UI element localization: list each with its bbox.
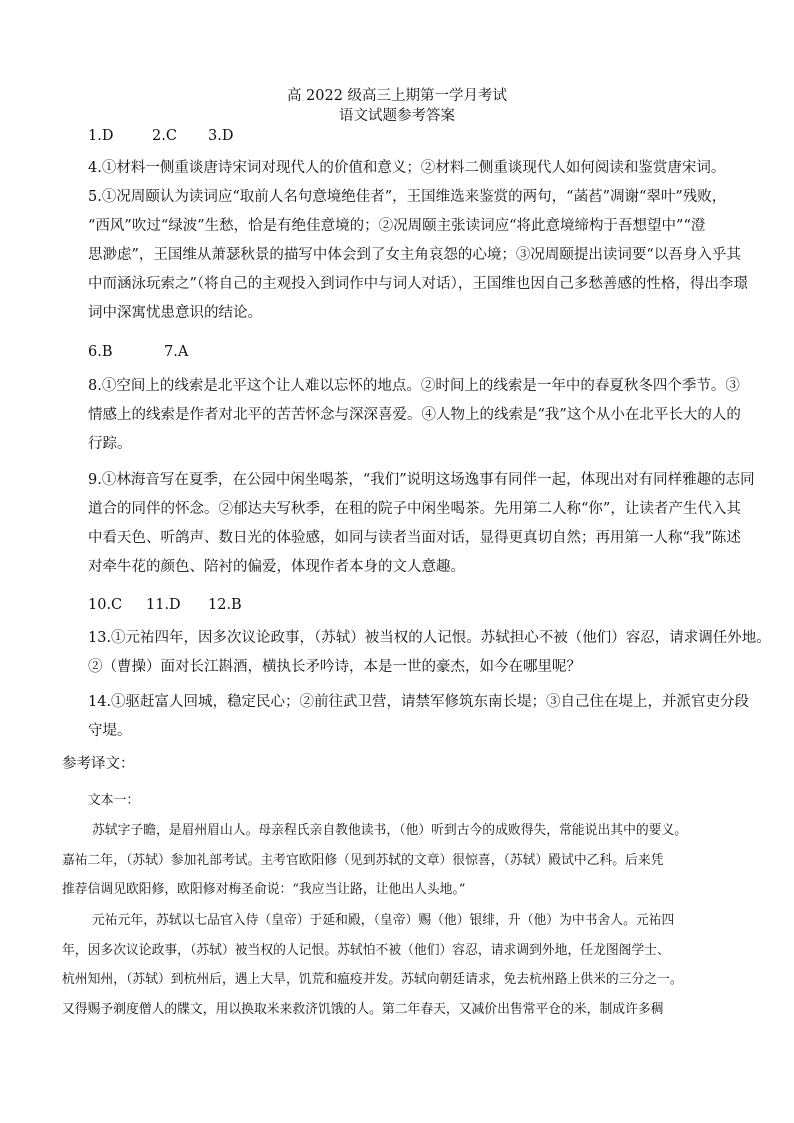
answer-9: [88, 466, 755, 582]
answer-13: [88, 624, 771, 682]
answer-line: 中而涵泳玩索之”（将自己的主观投入到词作中与词人对话），王国维也因自己多愁善感的性格，得出李璟: [88, 276, 748, 292]
translation-line: 年，因多次议论政事，（苏轼）被当权的人记恨。苏轼怕不被（他们）容忍，请求调到外地，任龙图阁学士、: [62, 942, 670, 958]
translation-line: 杭州知州，（苏轼）到杭州后，遇上大旱，饥荒和瘟疫并发。苏轼向朝廷请求，免去杭州路上供米的三分之一。: [62, 972, 683, 987]
answer-3: 3.D: [208, 128, 234, 144]
answer-line: 情感上的线索是作者对北平的苦苦怀念与深深喜爱。④人物上的线索是“我”这个从小在北平长大的人的: [88, 407, 741, 423]
text1-label: 文本一：: [88, 793, 140, 808]
translation-line: 又得赐予剃度僧人的牒文，用以换取米来救济饥饿的人。第二年春天，又减价出售常平仓的米，制成许多稠: [62, 1001, 664, 1017]
answer-5: [88, 183, 748, 328]
answer-line: 13.①元祐四年，因多次议论政事，（苏轼）被当权的人记恨。苏轼担心不被（他们）容忍，请求调任外地。: [88, 630, 771, 646]
answer-12: 12.B: [208, 597, 242, 613]
translation-line: 推荐信调见欧阳修，欧阳修对梅圣俞说：“我应当让路，让他出人头地。”: [62, 882, 466, 897]
answers-10-12: [88, 597, 242, 613]
reference-translation-heading: 参考译文：: [62, 756, 135, 772]
answer-line: ②（曹操）面对长江斟酒，横执长矛吟诗，本是一世的豪杰，如今在哪里呢？: [88, 659, 581, 675]
answer-line: 思渺虑”，王国维从萧瑟秋景的描写中体会到了女主角哀怨的心境；③况周颐提出读词要“以吾身入乎其: [88, 247, 741, 263]
answer-4: [88, 154, 728, 183]
answer-line: 中看天色、听鸽声、数日光的体验感，如同与读者当面对话，显得更真切自然；再用第一人称“我”陈述: [88, 530, 741, 546]
answer-6: 6.B: [88, 344, 113, 360]
translation-line: 嘉祐二年，（苏轼）参加礼部考试。主考官欧阳修（见到苏轼的文章）很惊喜，（苏轼）殿试中乙科。后来凭: [62, 852, 664, 868]
answer-8: [88, 372, 741, 459]
answer-line: 4.①材料一侧重谈唐诗宋词对现代人的价值和意义；②材料二侧重谈现代人如何阅读和鉴赏唐宋词。: [88, 160, 726, 176]
translation-line: 元祐元年，苏轼以七品官入侍（皇帝）于延和殿，（皇帝）赐（他）银绯，升（他）为中书舍人。元祐四: [92, 913, 675, 928]
page-subtitle: 语文试题参考答案: [339, 108, 455, 124]
answer-line: 守堤。: [88, 723, 132, 739]
answers-6-7: [88, 344, 188, 360]
answer-line: 词中深寓忧患意识的结论。: [88, 305, 262, 321]
answer-10: 10.C: [88, 597, 123, 613]
answer-line: “西风”吹过“绿波”生愁，恰是有绝佳意境的；②况周颐主张读词应“将此意境缔构于吾想望中”“澄: [88, 218, 706, 234]
answer-2: 2.C: [152, 128, 177, 144]
answer-1: 1.D: [88, 128, 114, 144]
answer-7: 7.A: [164, 344, 189, 360]
page-title: 高 2022 级高三上期第一学月考试: [286, 88, 508, 104]
answer-line: 行踪。: [88, 436, 132, 452]
answer-line: 道合的同伴的怀念。②郁达夫写秋季，在租的院子中闲坐喝茶。先用第二人称“你”，让读者产生代入其: [88, 501, 741, 517]
answer-line: 对牵牛花的颜色、陪衬的偏爱，体现作者本身的文人意趣。: [88, 559, 465, 575]
answer-line: 9.①林海音写在夏季，在公园中闲坐喝茶，“我们”说明这场逸事有同伴一起，体现出对有同样雅趣的志同: [88, 472, 755, 488]
answer-line: 8.①空间上的线索是北平这个让人难以忘怀的地点。②时间上的线索是一年中的春夏秋冬四个季节。③: [88, 378, 740, 394]
answer-11: 11.D: [146, 597, 181, 613]
translation-line: 苏轼字子瞻，是眉州眉山人。母亲程氏亲自教他读书，（他）听到古今的成败得失，常能说出其中的要义。: [92, 823, 688, 838]
translation-paragraph-1: [62, 816, 734, 905]
answer-line: 14.①驱赶富人回城，稳定民心；②前往武卫营，请禁军修筑东南长堤；③自己住在堤上，并派官吏分段: [88, 694, 750, 710]
answers-1-3: [88, 128, 233, 144]
translation-paragraph-2: [62, 906, 734, 1024]
answer-14: [88, 688, 750, 746]
answer-line: 5.①况周颐认为读词应“取前人名句意境绝佳者”，王国维选来鉴赏的两句，“菡萏”凋谢“翠叶”残败，: [88, 189, 727, 205]
